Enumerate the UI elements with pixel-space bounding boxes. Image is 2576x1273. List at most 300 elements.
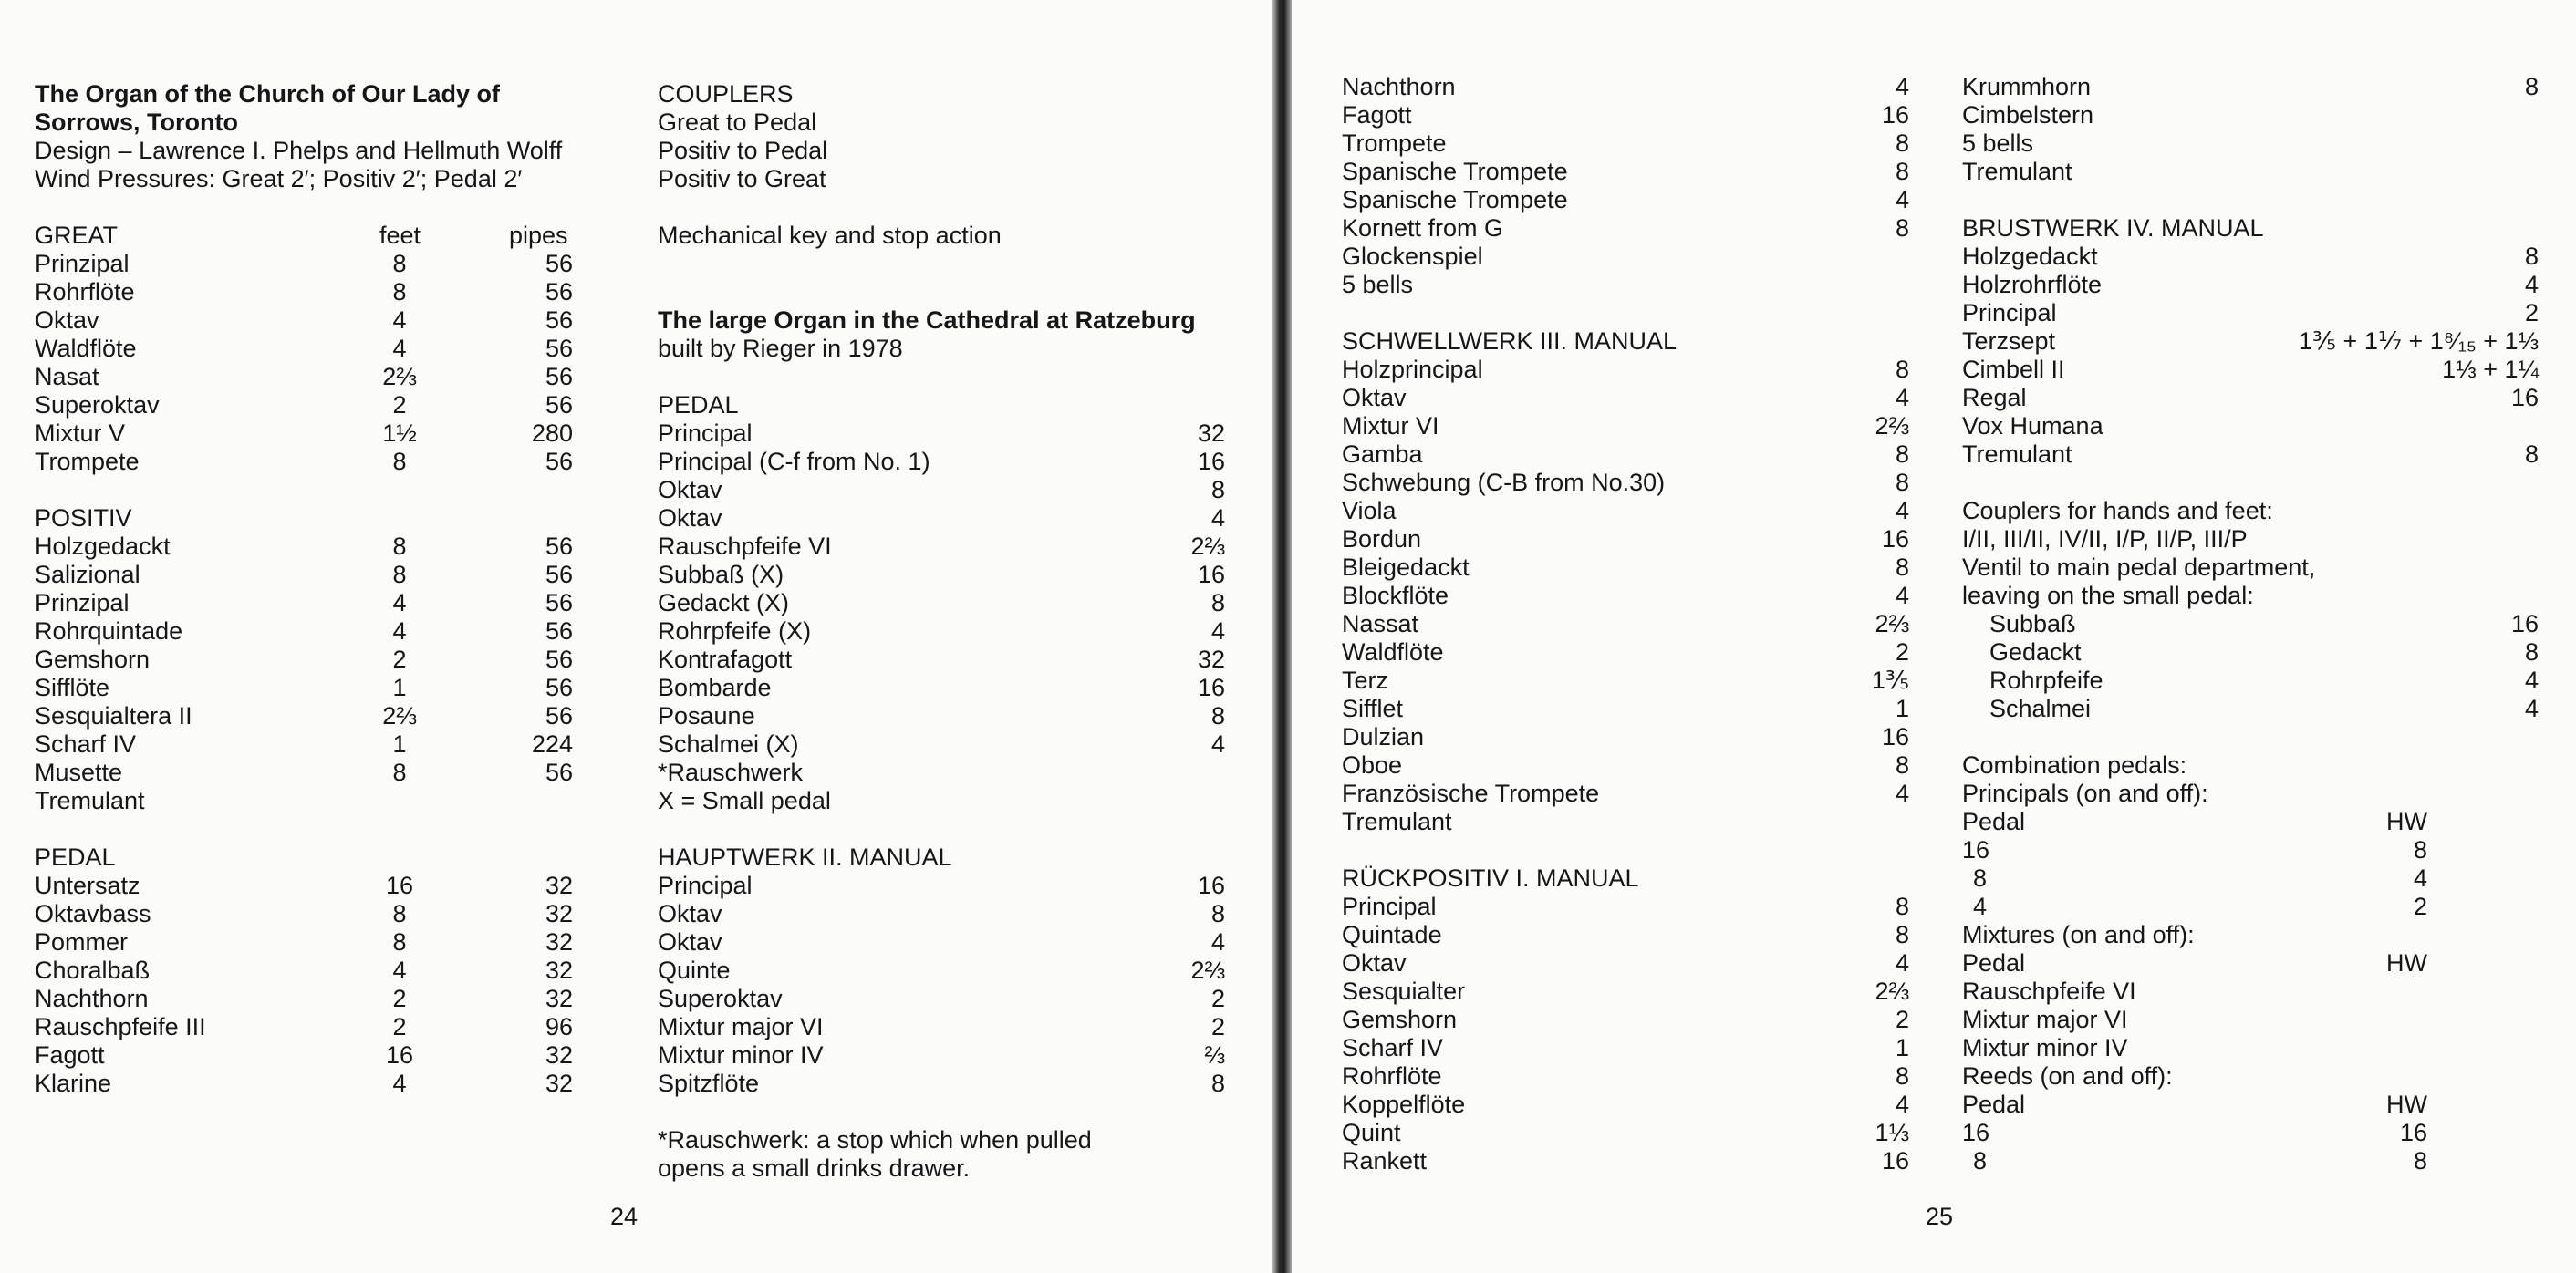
reeds-table [1962, 1091, 2509, 1175]
ventil-line1: Ventil to main pedal department, [1962, 554, 2316, 581]
stop-name: Bordun [1342, 525, 1422, 553]
stop-feet: 8 [392, 759, 407, 786]
stop-feet: 8 [1210, 1070, 1225, 1097]
stop-name: Holzprincipal [1342, 356, 1483, 383]
stop-row [1962, 243, 2539, 271]
stop-row [1342, 469, 1909, 497]
stop-name: Subbaß [1989, 610, 2076, 637]
toronto-title-line1: The Organ of the Church of Our Lady of [35, 80, 500, 108]
stop-row [1342, 667, 1909, 695]
stop-pipes: 56 [545, 250, 573, 277]
stop-pipes: 32 [545, 957, 573, 984]
stop-feet: 4 [1895, 780, 1909, 807]
hauptwerk-stop-list [658, 872, 1225, 1098]
stop-feet: 4 [2524, 271, 2539, 298]
stop-row [35, 787, 573, 815]
stop-feet: 4 [1210, 928, 1225, 956]
combination-hw: HW [2386, 1091, 2427, 1118]
stop-feet: 8 [1895, 469, 1909, 496]
stop-feet: 2 [1895, 638, 1909, 666]
stop-pipes: 32 [545, 900, 573, 927]
stop-feet: 1⅓ + 1¼ [2442, 356, 2539, 383]
stop-name: Kontrafagott [658, 646, 793, 673]
stop-name: Trompete [1342, 129, 1447, 157]
stop-name: 5 bells [1962, 129, 2034, 157]
stop-name: Fagott [1342, 101, 1412, 129]
combination-pedal: Mixtur major VI [1962, 1006, 2128, 1033]
coupler-item: Positiv to Pedal [658, 137, 828, 164]
stop-pipes: 32 [545, 872, 573, 899]
stop-name: Mixtur VI [1342, 412, 1439, 440]
stop-name: Superoktav [35, 391, 160, 419]
stop-name: Subbaß (X) [658, 561, 784, 588]
stop-name: Terzsept [1962, 327, 2056, 355]
couplers-hands-feet-list: I/II, III/II, IV/II, I/P, II/P, III/P [1962, 525, 2248, 553]
stop-row [1342, 412, 1909, 440]
stop-name: Nachthorn [1342, 73, 1456, 100]
stop-feet: 2⅔ [382, 363, 417, 390]
stop-feet: 8 [1895, 214, 1909, 242]
stop-name: Principal [658, 419, 753, 447]
footnote-line2: opens a small drinks drawer. [658, 1154, 971, 1182]
combination-pedal: 4 [1973, 893, 1988, 920]
stop-row [1342, 101, 1909, 129]
hauptwerk-heading: HAUPTWERK II. MANUAL [658, 843, 952, 871]
great-stop-list [35, 250, 573, 476]
stop-feet: 4 [1895, 949, 1909, 977]
stop-feet: 32 [1197, 419, 1225, 447]
combination-row [1962, 836, 2509, 864]
stop-row [1962, 158, 2539, 186]
stop-pipes: 96 [545, 1013, 573, 1040]
stop-feet: 4 [392, 335, 407, 362]
stop-pipes: 56 [545, 646, 573, 673]
combination-hw: 8 [2413, 836, 2427, 864]
stop-pipes: 32 [545, 1070, 573, 1097]
stop-name: Spitzflöte [658, 1070, 760, 1097]
stop-name: Prinzipal [35, 250, 130, 277]
stop-row [1342, 1147, 1909, 1175]
stop-name: Rohrquintade [35, 617, 183, 645]
combination-hw: HW [2386, 949, 2427, 977]
combination-pedal: 16 [1962, 1119, 1990, 1146]
r-pedal-stop-list [658, 419, 1225, 815]
stop-feet: 4 [392, 617, 407, 645]
stop-name: Principal (C-f from No. 1) [658, 448, 930, 475]
stop-row [1342, 638, 1909, 667]
combination-hw: 2 [2413, 893, 2427, 920]
stop-name: Sifflöte [35, 674, 110, 701]
combination-pedal: Pedal [1962, 949, 2026, 977]
stop-row [1962, 638, 2539, 667]
stop-row [1342, 525, 1909, 554]
stop-feet: 2⅔ [1875, 610, 1909, 637]
stop-row [35, 674, 573, 702]
stop-pipes: 56 [545, 448, 573, 475]
stop-row [1342, 723, 1909, 751]
stop-feet: 16 [1197, 872, 1225, 899]
stop-name: Blockflöte [1342, 582, 1449, 609]
page-number-left: 24 [610, 1203, 639, 1230]
stop-pipes: 56 [545, 335, 573, 362]
stop-row [1342, 1034, 1909, 1062]
coupler-item: Positiv to Great [658, 165, 826, 192]
stop-row [35, 363, 573, 391]
combination-pedal: Rauschpfeife VI [1962, 978, 2136, 1005]
stop-row [35, 561, 573, 589]
stop-row [35, 1013, 573, 1041]
stop-feet: 8 [392, 448, 407, 475]
stop-feet: 2⅔ [1190, 533, 1225, 560]
stop-pipes: 32 [545, 1041, 573, 1069]
stop-feet: 2 [392, 391, 407, 419]
ratzeburg-built: built by Rieger in 1978 [658, 335, 903, 362]
schwellwerk-heading: SCHWELLWERK III. MANUAL [1342, 327, 1678, 355]
stop-name: X = Small pedal [658, 787, 831, 814]
stop-row [658, 928, 1225, 957]
stop-feet: 2 [1210, 985, 1225, 1012]
stop-pipes: 56 [545, 561, 573, 588]
stop-name: Oktavbass [35, 900, 151, 927]
col-feet-label: feet [379, 222, 421, 249]
pedal-heading: PEDAL [35, 843, 116, 871]
stop-feet: 1⅗ + 1⅐ + 1⁸⁄₁₅ + 1⅓ [2298, 327, 2539, 355]
stop-row [1962, 327, 2539, 356]
stop-feet: 16 [2510, 610, 2539, 637]
stop-feet: 8 [1210, 702, 1225, 730]
stop-row [35, 759, 573, 787]
stop-pipes: 32 [545, 985, 573, 1012]
combination-pedal: Pedal [1962, 1091, 2026, 1118]
stop-feet: 4 [1210, 504, 1225, 532]
stop-pipes: 56 [545, 363, 573, 390]
stop-name: Oktav [658, 504, 722, 532]
stop-name: Holzgedackt [1962, 243, 2098, 270]
stop-feet: 1 [392, 674, 407, 701]
stop-name: Glockenspiel [1342, 243, 1483, 270]
continued-stop-list [1342, 73, 1909, 299]
stop-feet: 2⅔ [1875, 412, 1909, 440]
stop-name: Waldflöte [1342, 638, 1444, 666]
right-page [1292, 0, 2576, 1273]
stop-row [35, 900, 573, 928]
stop-row [658, 702, 1225, 730]
stop-name: Nassat [1342, 610, 1419, 637]
stop-feet: 2 [1895, 1006, 1909, 1033]
stop-name: Spanische Trompete [1342, 186, 1568, 213]
combination-heading: Combination pedals: [1962, 751, 2187, 779]
stop-feet: 8 [1895, 751, 1909, 779]
combination-pedal: Pedal [1962, 808, 2026, 835]
stop-feet: 4 [1210, 617, 1225, 645]
stop-name: Schalmei [1989, 695, 2092, 722]
rueckpositiv-stop-list [1342, 893, 1909, 1175]
stop-name: Rohrflöte [35, 278, 135, 305]
stop-name: Oktav [658, 928, 722, 956]
wind-pressures: Wind Pressures: Great 2′; Positiv 2′; Pedal 2′ [35, 165, 523, 192]
stop-row [658, 759, 1225, 787]
stop-row [35, 985, 573, 1013]
action-note: Mechanical key and stop action [658, 222, 1002, 249]
stop-name: Choralbaß [35, 957, 151, 984]
stop-row [1342, 440, 1909, 469]
stop-feet: 16 [1881, 1147, 1909, 1175]
stop-name: Sesquialtera II [35, 702, 192, 730]
stop-feet: 4 [392, 589, 407, 616]
stop-feet: 1⅗ [1871, 667, 1909, 694]
combination-pedal: Mixtur minor IV [1962, 1034, 2128, 1061]
stop-name: Krummhorn [1962, 73, 2092, 100]
top-stop-list [1962, 73, 2539, 186]
stop-row [658, 533, 1225, 561]
combination-row [1962, 949, 2509, 978]
stop-name: Mixtur V [35, 419, 126, 447]
stop-row [658, 1013, 1225, 1041]
combination-pedal: 8 [1973, 1147, 1988, 1175]
stop-feet: 4 [2524, 667, 2539, 694]
stop-name: Oktav [1342, 384, 1407, 411]
great-heading: GREAT [35, 222, 119, 249]
rueckpositiv-heading: RÜCKPOSITIV I. MANUAL [1342, 864, 1639, 892]
combination-row [1962, 978, 2509, 1006]
stop-row [658, 504, 1225, 533]
stop-pipes: 56 [545, 759, 573, 786]
stop-row [35, 617, 573, 646]
stop-row [658, 1070, 1225, 1098]
stop-name: Superoktav [658, 985, 783, 1012]
stop-feet: 4 [1895, 1091, 1909, 1118]
stop-feet: 4 [1210, 730, 1225, 758]
stop-row [1342, 808, 1909, 836]
stop-name: Rohrpfeife [1989, 667, 2103, 694]
stop-row [1342, 610, 1909, 638]
combination-row [1962, 893, 2509, 921]
couplers-heading: COUPLERS [658, 80, 794, 108]
stop-feet: 1⅓ [1875, 1119, 1909, 1146]
stop-name: Schalmei (X) [658, 730, 799, 758]
stop-name: Fagott [35, 1041, 105, 1069]
stop-row [1342, 949, 1909, 978]
stop-row [1342, 921, 1909, 949]
stop-feet: 4 [392, 306, 407, 334]
stop-name: Klarine [35, 1070, 112, 1097]
stop-row [1962, 299, 2539, 327]
brustwerk-stop-list [1962, 243, 2539, 469]
combination-row [1962, 1006, 2509, 1034]
stop-row [658, 589, 1225, 617]
stop-name: Gedackt [1989, 638, 2082, 666]
stop-name: Tremulant [1962, 158, 2072, 185]
stop-row [35, 957, 573, 985]
stop-feet: 8 [1895, 921, 1909, 948]
stop-name: Principal [658, 872, 753, 899]
stop-pipes: 56 [545, 589, 573, 616]
stop-name: Nachthorn [35, 985, 149, 1012]
stop-row [35, 448, 573, 476]
stop-feet: 2⅔ [1875, 978, 1909, 1005]
stop-name: Nasat [35, 363, 99, 390]
stop-row [658, 476, 1225, 504]
stop-feet: 8 [1210, 589, 1225, 616]
stop-row [35, 419, 573, 448]
stop-feet: 8 [2524, 440, 2539, 468]
stop-pipes: 56 [545, 702, 573, 730]
stop-feet: 16 [1197, 561, 1225, 588]
stop-name: Rohrpfeife (X) [658, 617, 812, 645]
stop-name: Oktav [658, 900, 722, 927]
stop-name: Regal [1962, 384, 2027, 411]
stop-row [658, 646, 1225, 674]
stop-pipes: 56 [545, 533, 573, 560]
stop-row [35, 391, 573, 419]
stop-name: Waldflöte [35, 335, 137, 362]
stop-row [1342, 1062, 1909, 1091]
stop-feet: 1 [1895, 695, 1909, 722]
stop-row [1962, 101, 2539, 129]
stop-feet: 1½ [382, 419, 417, 447]
stop-row [35, 278, 573, 306]
stop-feet: 4 [1895, 582, 1909, 609]
pedal-stop-list [35, 872, 573, 1098]
stop-feet: 8 [1210, 900, 1225, 927]
stop-name: Musette [35, 759, 123, 786]
book-spine [1272, 0, 1292, 1273]
stop-name: Dulzian [1342, 723, 1425, 750]
coupler-item: Great to Pedal [658, 109, 817, 136]
stop-feet: 8 [1895, 129, 1909, 157]
schwellwerk-stop-list [1342, 356, 1909, 836]
stop-row [1962, 412, 2539, 440]
stop-row [1962, 610, 2539, 638]
stop-name: Cimbelstern [1962, 101, 2094, 129]
stop-name: Holzrohrflöte [1962, 271, 2103, 298]
stop-row [1342, 1006, 1909, 1034]
stop-row [1962, 440, 2539, 469]
stop-row [1342, 271, 1909, 299]
stop-name: Sifflet [1342, 695, 1404, 722]
mixtures-table [1962, 949, 2509, 1062]
page-number-right: 25 [1926, 1203, 1954, 1230]
stop-pipes: 56 [545, 391, 573, 419]
couplers-list [658, 109, 1223, 193]
stop-row [1342, 751, 1909, 780]
stop-row [35, 533, 573, 561]
combination-row [1962, 808, 2509, 836]
stop-feet: 2 [392, 646, 407, 673]
stop-row [1962, 271, 2539, 299]
stop-name: Vox Humana [1962, 412, 2103, 440]
stop-row [1342, 497, 1909, 525]
stop-name: Rauschpfeife VI [658, 533, 832, 560]
stop-row [1962, 129, 2539, 158]
stop-name: Tremulant [1342, 808, 1452, 835]
stop-feet: 16 [385, 1041, 414, 1069]
stop-name: Rauschpfeife III [35, 1013, 206, 1040]
stop-feet: 2 [2524, 299, 2539, 326]
stop-feet: 2 [392, 1013, 407, 1040]
stop-row [1342, 780, 1909, 808]
positiv-stop-list [35, 533, 573, 815]
stop-name: Tremulant [1962, 440, 2072, 468]
stop-row [1342, 893, 1909, 921]
stop-name: Salizional [35, 561, 140, 588]
stop-name: Oboe [1342, 751, 1403, 779]
stop-pipes: 32 [545, 928, 573, 956]
stop-name: Mixtur minor IV [658, 1041, 824, 1069]
ventil-line2: leaving on the small pedal: [1962, 582, 2254, 609]
stop-row [35, 702, 573, 730]
stop-feet: 8 [1895, 158, 1909, 185]
stop-name: Oktav [1342, 949, 1407, 977]
stop-name: Schwebung (C-B from No.30) [1342, 469, 1666, 496]
stop-row [658, 985, 1225, 1013]
stop-name: Terz [1342, 667, 1389, 694]
stop-name: Spanische Trompete [1342, 158, 1568, 185]
stop-feet: 8 [1895, 554, 1909, 581]
stop-feet: 8 [392, 561, 407, 588]
toronto-title-line2: Sorrows, Toronto [35, 109, 238, 136]
ratzeburg-title: The large Organ in the Cathedral at Ratzeburg [658, 306, 1196, 334]
stop-feet: 1 [392, 730, 407, 758]
schwellwerk-column [1342, 73, 1916, 1175]
stop-row [658, 787, 1225, 815]
design-credit: Design – Lawrence I. Phelps and Hellmuth Wolff [35, 137, 563, 164]
r-pedal-heading: PEDAL [658, 391, 739, 419]
stop-name: Oktav [658, 476, 722, 503]
footnote-line1: *Rauschwerk: a stop which when pulled [658, 1126, 1092, 1154]
combination-hw: HW [2386, 808, 2427, 835]
stop-name: Scharf IV [1342, 1034, 1444, 1061]
stop-row [658, 561, 1225, 589]
stop-row [658, 730, 1225, 759]
stop-pipes: 224 [531, 730, 573, 758]
stop-name: Viola [1342, 497, 1397, 524]
stop-name: Rohrflöte [1342, 1062, 1442, 1090]
stop-feet: 8 [1895, 356, 1909, 383]
mixtures-heading: Mixtures (on and off): [1962, 921, 2195, 948]
stop-row [1342, 158, 1909, 186]
stop-feet: 8 [392, 533, 407, 560]
stop-name: Gemshorn [1342, 1006, 1458, 1033]
stop-feet: 16 [2510, 384, 2539, 411]
stop-row [35, 928, 573, 957]
stop-row [1342, 1091, 1909, 1119]
stop-row [1342, 129, 1909, 158]
stop-name: Oktav [35, 306, 99, 334]
stop-feet: 2⅔ [382, 702, 417, 730]
stop-feet: ⅔ [1204, 1041, 1225, 1069]
stop-feet: 8 [392, 900, 407, 927]
stop-row [658, 900, 1225, 928]
stop-name: Posaune [658, 702, 755, 730]
stop-feet: 4 [1895, 384, 1909, 411]
stop-row [658, 957, 1225, 985]
stop-name: Mixtur major VI [658, 1013, 824, 1040]
stop-feet: 4 [1895, 73, 1909, 100]
stop-name: Tremulant [35, 787, 145, 814]
stop-feet: 8 [2524, 73, 2539, 100]
left-page [0, 0, 1272, 1273]
stop-row [1342, 73, 1909, 101]
stop-row [658, 617, 1225, 646]
great-header-row [35, 222, 582, 250]
reeds-heading: Reeds (on and off): [1962, 1062, 2173, 1090]
stop-row [658, 674, 1225, 702]
stop-feet: 4 [392, 957, 407, 984]
stop-row [1962, 384, 2539, 412]
positiv-heading: POSITIV [35, 504, 132, 532]
stop-feet: 2⅔ [1190, 957, 1225, 984]
